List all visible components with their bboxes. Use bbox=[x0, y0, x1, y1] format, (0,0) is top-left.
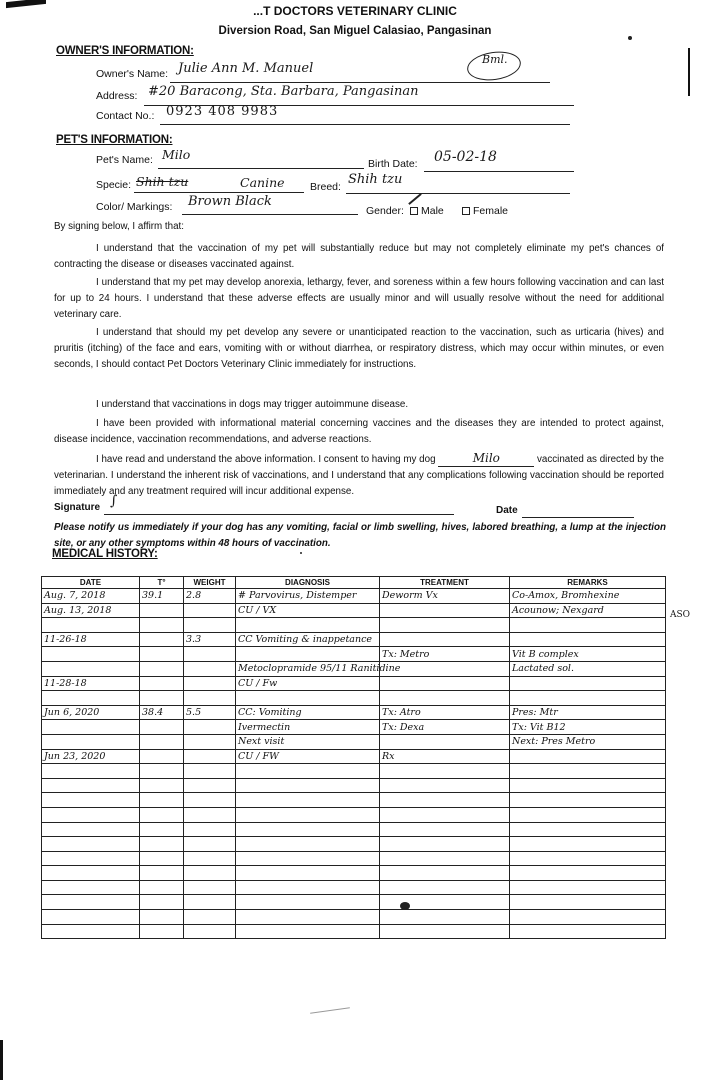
table-cell bbox=[184, 837, 236, 852]
pet-name-value: Milo bbox=[162, 147, 191, 162]
table-cell bbox=[236, 866, 380, 881]
signature-label: Signature bbox=[54, 502, 101, 513]
table-header-cell: DIAGNOSIS bbox=[236, 577, 380, 589]
owner-name-label: Owner's Name: bbox=[96, 68, 169, 80]
table-cell bbox=[380, 603, 510, 618]
table-cell: 39.1 bbox=[140, 589, 184, 604]
owner-address-label: Address: bbox=[96, 90, 138, 102]
scan-speck bbox=[300, 552, 302, 554]
consent-p6-start: I have read and understand the above information. I consent to having my dog bbox=[96, 454, 436, 465]
table-row bbox=[42, 661, 666, 676]
table-cell: Co-Amox, Bromhexine bbox=[510, 589, 666, 604]
table-cell bbox=[140, 910, 184, 925]
table-cell bbox=[140, 647, 184, 662]
table-row bbox=[42, 632, 666, 647]
table-cell bbox=[510, 793, 666, 808]
table-cell bbox=[510, 632, 666, 647]
species-struck: Shih tzu bbox=[136, 174, 189, 189]
table-row bbox=[42, 720, 666, 735]
table-row bbox=[42, 880, 666, 895]
table-cell: CU / FW bbox=[236, 749, 380, 764]
table-header-cell: T° bbox=[140, 577, 184, 589]
table-cell bbox=[510, 837, 666, 852]
table-row bbox=[42, 676, 666, 691]
male-checkbox bbox=[410, 207, 418, 215]
table-cell bbox=[42, 764, 140, 779]
consent-paragraph-2: I understand that my pet may develop anorexia, lethargy, fever, and soreness within a few hours following vaccination and can last for up to 24 hours. I understand that these adverse effects are usually minor and will usually resolve without the need for additional veterinary care. bbox=[54, 277, 664, 321]
table-cell: Metoclopramide 95/11 Ranitidine bbox=[236, 661, 380, 676]
table-cell bbox=[42, 851, 140, 866]
table-cell bbox=[380, 764, 510, 779]
table-cell bbox=[42, 880, 140, 895]
table-cell bbox=[510, 880, 666, 895]
birth-date-label: Birth Date: bbox=[368, 158, 418, 170]
table-cell bbox=[140, 749, 184, 764]
table-cell: CU / Fw bbox=[236, 676, 380, 691]
table-cell bbox=[42, 734, 140, 749]
table-cell bbox=[510, 691, 666, 706]
table-row bbox=[42, 603, 666, 618]
pet-name-line bbox=[158, 168, 364, 169]
table-cell: Next: Pres Metro bbox=[510, 734, 666, 749]
table-cell bbox=[140, 661, 184, 676]
owner-name-line bbox=[170, 82, 550, 83]
birth-date-value: 05-02-18 bbox=[434, 149, 497, 165]
table-row bbox=[42, 822, 666, 837]
table-cell bbox=[42, 778, 140, 793]
table-cell bbox=[140, 866, 184, 881]
table-cell bbox=[42, 910, 140, 925]
date-line bbox=[522, 517, 634, 518]
table-cell bbox=[140, 676, 184, 691]
owner-contact-label: Contact No.: bbox=[96, 110, 155, 122]
remarks-overflow-note: ASO bbox=[670, 610, 691, 620]
table-cell bbox=[184, 880, 236, 895]
color-value: Brown Black bbox=[188, 194, 272, 209]
table-cell: 11-26-18 bbox=[42, 632, 140, 647]
table-cell bbox=[42, 720, 140, 735]
table-cell bbox=[184, 661, 236, 676]
table-cell bbox=[510, 807, 666, 822]
table-cell bbox=[236, 880, 380, 895]
table-cell bbox=[236, 895, 380, 910]
table-cell bbox=[510, 822, 666, 837]
table-cell bbox=[236, 910, 380, 925]
table-cell: Acounow; Nexgard bbox=[510, 603, 666, 618]
species-value: Canine bbox=[240, 175, 285, 190]
table-cell bbox=[42, 691, 140, 706]
table-cell: Vit B complex bbox=[510, 647, 666, 662]
table-cell bbox=[42, 647, 140, 662]
table-cell bbox=[140, 632, 184, 647]
table-row bbox=[42, 837, 666, 852]
scan-speck bbox=[400, 902, 410, 910]
table-cell bbox=[510, 866, 666, 881]
table-cell bbox=[140, 720, 184, 735]
consent-paragraph-3: I understand that should my pet develop any severe or unanticipated reaction to the vaccination, such as urticaria (hives) and pruritis (itching) of the face and ears, vomiting with or without diarrhea, or respiratory distress, which may occur within minutes, or even seconds, I should contact Pet Doctors Veterinary Clinic immediately for instructions. bbox=[54, 327, 664, 371]
table-header-cell: REMARKS bbox=[510, 577, 666, 589]
table-cell bbox=[236, 647, 380, 662]
birth-date-line bbox=[424, 171, 574, 172]
table-row bbox=[42, 778, 666, 793]
table-cell bbox=[236, 691, 380, 706]
female-label: Female bbox=[473, 205, 509, 217]
table-row bbox=[42, 895, 666, 910]
table-cell: CC Vomiting & inappetance bbox=[236, 632, 380, 647]
table-cell bbox=[184, 749, 236, 764]
table-row bbox=[42, 618, 666, 633]
table-cell: 2.8 bbox=[184, 589, 236, 604]
clinic-name: ...T DOCTORS VETERINARY CLINIC bbox=[253, 4, 457, 18]
table-cell: Next visit bbox=[236, 734, 380, 749]
table-cell bbox=[140, 691, 184, 706]
table-cell bbox=[184, 676, 236, 691]
table-cell: Lactated sol. bbox=[510, 661, 666, 676]
table-cell bbox=[236, 807, 380, 822]
table-cell bbox=[510, 618, 666, 633]
species-line bbox=[134, 192, 304, 193]
owner-contact-value: 0923 408 9983 bbox=[166, 104, 279, 119]
table-cell bbox=[184, 618, 236, 633]
table-cell bbox=[184, 603, 236, 618]
table-cell bbox=[140, 895, 184, 910]
scan-speck bbox=[628, 36, 632, 40]
table-cell bbox=[140, 793, 184, 808]
table-cell bbox=[184, 895, 236, 910]
table-cell bbox=[42, 895, 140, 910]
table-cell bbox=[510, 764, 666, 779]
date-label: Date bbox=[496, 505, 518, 516]
medical-history-table bbox=[41, 576, 666, 939]
table-cell bbox=[236, 822, 380, 837]
table-cell bbox=[236, 837, 380, 852]
table-row bbox=[42, 705, 666, 720]
notice-text: Please notify us immediately if your dog has any vomiting, facial or limb swelling, hives, labored breathing, a lump at the injection site, or any other symptoms within 48 hours of vaccination. bbox=[54, 522, 666, 550]
consent-p6-end: vaccinated as directed by the veterinarian. I understand the inherent risk of vaccinations, and I understand that any complications following vaccination should be reported immediately and any treatment required will incur additional expense. bbox=[54, 454, 664, 498]
scan-scratch bbox=[310, 1007, 350, 1014]
table-cell bbox=[42, 793, 140, 808]
table-cell: Aug. 13, 2018 bbox=[42, 603, 140, 618]
gender-female-option bbox=[462, 205, 508, 217]
table-header-cell: TREATMENT bbox=[380, 577, 510, 589]
table-row bbox=[42, 851, 666, 866]
table-cell: # Parvovirus, Distemper bbox=[236, 589, 380, 604]
table-cell bbox=[236, 778, 380, 793]
table-cell bbox=[140, 778, 184, 793]
table-cell bbox=[380, 778, 510, 793]
consent-intro: By signing below, I affirm that: bbox=[54, 221, 184, 232]
table-header-row bbox=[42, 577, 666, 589]
table-cell bbox=[510, 778, 666, 793]
table-cell bbox=[42, 618, 140, 633]
table-cell bbox=[510, 676, 666, 691]
table-cell: Aug. 7, 2018 bbox=[42, 589, 140, 604]
owner-address-value: #20 Baracong, Sta. Barbara, Pangasinan bbox=[148, 84, 419, 99]
table-row bbox=[42, 749, 666, 764]
table-cell: Pres: Mtr bbox=[510, 705, 666, 720]
table-cell bbox=[184, 822, 236, 837]
table-header-cell: DATE bbox=[42, 577, 140, 589]
margin-note: Bml. bbox=[482, 53, 508, 66]
breed-line bbox=[346, 193, 570, 194]
table-row bbox=[42, 589, 666, 604]
table-cell bbox=[380, 895, 510, 910]
table-cell bbox=[380, 837, 510, 852]
table-cell bbox=[510, 851, 666, 866]
table-cell bbox=[42, 837, 140, 852]
table-cell bbox=[140, 764, 184, 779]
table-cell bbox=[140, 734, 184, 749]
owner-name-value: Julie Ann M. Manuel bbox=[178, 61, 314, 76]
table-cell bbox=[184, 793, 236, 808]
table-cell bbox=[380, 807, 510, 822]
consent-paragraph-1: I understand that the vaccination of my pet will substantially reduce but may not completely eliminate my pet's chances of contracting the disease or diseases vaccinated against. bbox=[54, 243, 664, 271]
table-cell bbox=[184, 647, 236, 662]
table-header-cell: WEIGHT bbox=[184, 577, 236, 589]
pet-section-title: PET'S INFORMATION: bbox=[56, 134, 173, 146]
table-cell bbox=[140, 837, 184, 852]
table-cell: Jun 6, 2020 bbox=[42, 705, 140, 720]
table-cell bbox=[42, 822, 140, 837]
breed-value: Shih tzu bbox=[348, 172, 403, 187]
table-cell: CU / VX bbox=[236, 603, 380, 618]
owner-contact-line bbox=[160, 124, 570, 125]
table-cell bbox=[380, 691, 510, 706]
table-row bbox=[42, 866, 666, 881]
table-cell bbox=[140, 603, 184, 618]
signature-mark: ∫ bbox=[110, 493, 118, 509]
table-cell bbox=[184, 720, 236, 735]
table-cell bbox=[140, 618, 184, 633]
table-cell: Tx: Dexa bbox=[380, 720, 510, 735]
table-cell bbox=[380, 676, 510, 691]
table-cell bbox=[184, 734, 236, 749]
scan-edge-mark bbox=[0, 1040, 3, 1080]
table-cell bbox=[184, 807, 236, 822]
table-row bbox=[42, 807, 666, 822]
table-cell bbox=[236, 924, 380, 939]
male-check-mark bbox=[408, 193, 422, 205]
male-label: Male bbox=[421, 205, 444, 217]
table-cell bbox=[42, 866, 140, 881]
table-cell: CC: Vomiting bbox=[236, 705, 380, 720]
table-cell bbox=[140, 851, 184, 866]
table-cell bbox=[184, 764, 236, 779]
table-row bbox=[42, 734, 666, 749]
table-cell bbox=[380, 866, 510, 881]
table-cell bbox=[510, 910, 666, 925]
table-cell bbox=[184, 910, 236, 925]
table-cell: Rx bbox=[380, 749, 510, 764]
table-cell: Tx: Atro bbox=[380, 705, 510, 720]
gender-male-option bbox=[410, 205, 444, 217]
table-cell bbox=[380, 822, 510, 837]
table-row bbox=[42, 764, 666, 779]
table-cell: 11-28-18 bbox=[42, 676, 140, 691]
table-cell bbox=[380, 734, 510, 749]
table-cell bbox=[42, 661, 140, 676]
table-cell bbox=[236, 764, 380, 779]
table-cell bbox=[184, 924, 236, 939]
consent-paragraph-4: I understand that vaccinations in dogs may trigger autoimmune disease. bbox=[96, 399, 409, 410]
medical-section-title: MEDICAL HISTORY: bbox=[52, 548, 158, 560]
owner-section-title: OWNER'S INFORMATION: bbox=[56, 45, 194, 57]
table-cell bbox=[140, 924, 184, 939]
table-cell: Tx: Metro bbox=[380, 647, 510, 662]
gender-label: Gender: bbox=[366, 205, 404, 217]
table-cell bbox=[184, 778, 236, 793]
table-cell bbox=[380, 910, 510, 925]
table-cell bbox=[184, 851, 236, 866]
table-cell bbox=[380, 851, 510, 866]
table-cell bbox=[140, 822, 184, 837]
table-cell: 3.3 bbox=[184, 632, 236, 647]
table-cell bbox=[184, 691, 236, 706]
consent-paragraph-6 bbox=[54, 450, 664, 501]
table-cell bbox=[140, 807, 184, 822]
signature-line bbox=[104, 514, 454, 515]
breed-label: Breed: bbox=[310, 181, 341, 193]
pet-name-label: Pet's Name: bbox=[96, 154, 153, 166]
table-cell bbox=[140, 880, 184, 895]
table-row bbox=[42, 910, 666, 925]
table-cell bbox=[380, 632, 510, 647]
table-cell bbox=[42, 924, 140, 939]
table-cell bbox=[510, 895, 666, 910]
table-cell: 5.5 bbox=[184, 705, 236, 720]
table-cell bbox=[380, 618, 510, 633]
table-cell: Tx: Vit B12 bbox=[510, 720, 666, 735]
table-row bbox=[42, 924, 666, 939]
table-row bbox=[42, 793, 666, 808]
table-row bbox=[42, 691, 666, 706]
color-label: Color/ Markings: bbox=[96, 201, 173, 213]
margin-stroke bbox=[688, 48, 690, 96]
table-cell bbox=[380, 924, 510, 939]
table-cell bbox=[510, 924, 666, 939]
table-cell bbox=[184, 866, 236, 881]
table-cell bbox=[236, 618, 380, 633]
table-cell: Jun 23, 2020 bbox=[42, 749, 140, 764]
table-cell: Ivermectin bbox=[236, 720, 380, 735]
table-cell bbox=[236, 851, 380, 866]
table-cell: Deworm Vx bbox=[380, 589, 510, 604]
clinic-address: Diversion Road, San Miguel Calasiao, Pangasinan bbox=[218, 25, 492, 37]
color-line bbox=[182, 214, 358, 215]
table-cell bbox=[380, 880, 510, 895]
table-cell bbox=[236, 793, 380, 808]
table-cell: 38.4 bbox=[140, 705, 184, 720]
table-cell bbox=[510, 749, 666, 764]
table-cell bbox=[42, 807, 140, 822]
species-label: Specie: bbox=[96, 179, 132, 191]
female-checkbox bbox=[462, 207, 470, 215]
table-row bbox=[42, 647, 666, 662]
consent-dog-name: Milo bbox=[438, 450, 534, 467]
consent-paragraph-5: I have been provided with informational material concerning vaccines and the diseases they are intended to protect against, disease incidence, vaccination recommendations, and adverse reactions. bbox=[54, 418, 664, 446]
table-cell bbox=[380, 793, 510, 808]
